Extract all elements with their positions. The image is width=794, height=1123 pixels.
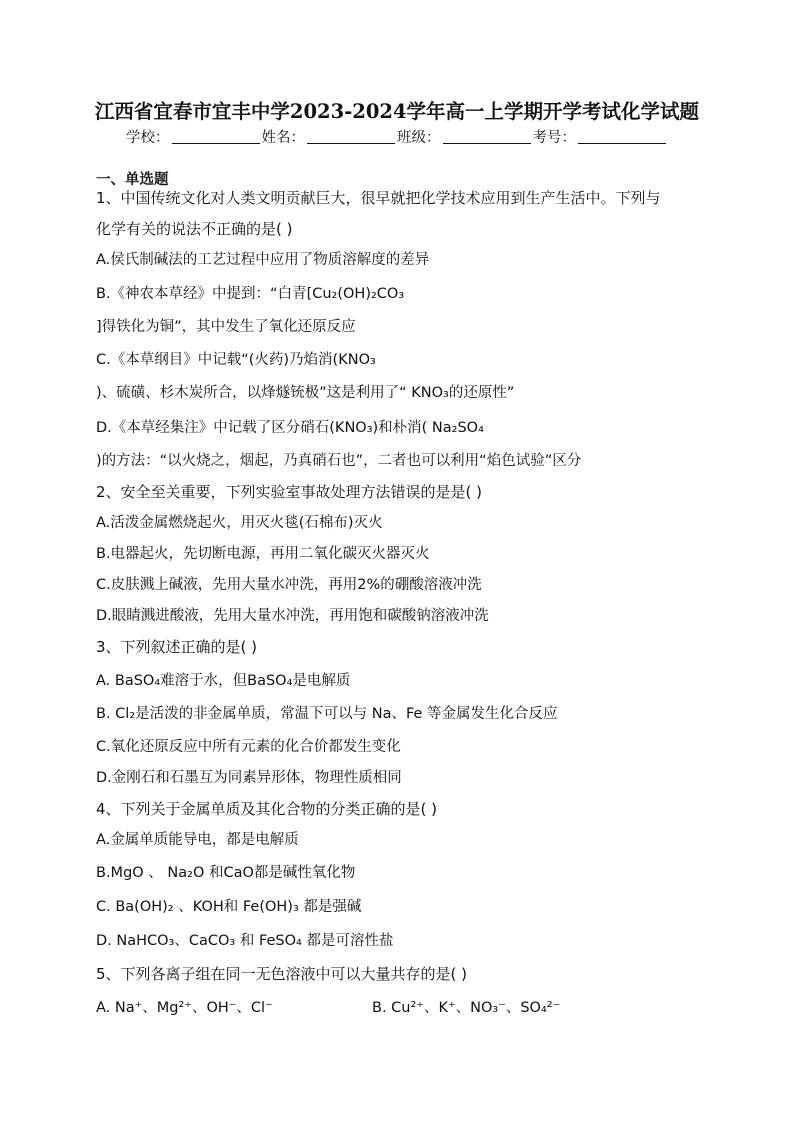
question-2-stem: 2、安全至关重要，下列实验室事故处理方法错误的是是( ) [96, 483, 483, 501]
q1-option-c: C.《本草纲目》中记载“(火药)乃焰消(KNO₃ [96, 352, 376, 368]
question-1-stem: 1、中国传统文化对人类文明贡献巨大，很早就把化学技术应用到生产生活中。下列与 [96, 189, 661, 207]
q1-option-b: B.《神农本草经》中提到：“白青[Cu₂(OH)₂CO₃ [96, 286, 405, 302]
school-label: 学校： [126, 130, 170, 146]
q4-option-b: B.MgO 、 Na₂O 和CaO都是碱性氧化物 [96, 865, 356, 881]
question-3-stem: 3、下列叙述正确的是( ) [96, 638, 258, 656]
q4-option-c: C. Ba(OH)₂ 、KOH和 Fe(OH)₃ 都是强碱 [96, 899, 362, 915]
q4-option-a: A.金属单质能导电，都是电解质 [96, 832, 299, 848]
q1-option-c-cont: )、硫磺、杉木炭所合，以烽燧铳极”这是利用了“ KNO₃的还原性” [96, 385, 515, 401]
student-info-line [0, 126, 794, 147]
q1-option-b-cont: ]得铁化为铜”，其中发生了氧化还原反应 [96, 319, 356, 335]
q2-option-b: B.电器起火，先切断电源，再用二氧化碳灭火器灭火 [96, 546, 430, 562]
number-blank [578, 129, 666, 144]
page-title: 江西省宜春市宜丰中学2023-2024学年高一上学期开学考试化学试题 [94, 100, 700, 123]
q2-option-a: A.活泼金属燃烧起火，用灭火毯(石棉布)灭火 [96, 515, 383, 531]
q1-option-d-cont: )的方法：“以火烧之，烟起，乃真硝石也”，二者也可以利用“焰色试验”区分 [96, 453, 582, 469]
q1-option-d: D.《本草经集注》中记载了区分硝石(KNO₃)和朴消( Na₂SO₄ [96, 420, 484, 436]
q2-option-c: C.皮肤溅上碱液，先用大量水冲洗，再用2%的硼酸溶液冲洗 [96, 577, 482, 593]
q5-option-a: A. Na⁺、Mg²⁺、OH⁻、Cl⁻ [96, 1000, 273, 1016]
question-5-stem: 5、下列各离子组在同一无色溶液中可以大量共存的是( ) [96, 965, 468, 983]
name-label: 姓名： [261, 130, 305, 146]
q3-option-c: C.氧化还原反应中所有元素的化合价都发生变化 [96, 739, 401, 755]
q3-option-b: B. Cl₂是活泼的非金属单质，常温下可以与 Na、Fe 等金属发生化合反应 [96, 706, 558, 722]
question-4-stem: 4、下列关于金属单质及其化合物的分类正确的是( ) [96, 800, 438, 818]
q2-option-d: D.眼睛溅进酸液，先用大量水冲洗，再用饱和碳酸钠溶液冲洗 [96, 608, 489, 624]
school-blank [172, 129, 260, 144]
q1-option-a: A.侯氏制碱法的工艺过程中应用了物质溶解度的差异 [96, 252, 430, 268]
name-blank [307, 129, 395, 144]
q4-option-d: D. NaHCO₃、CaCO₃ 和 FeSO₄ 都是可溶性盐 [96, 933, 394, 949]
class-label: 班级： [397, 130, 441, 146]
q3-option-d: D.金刚石和石墨互为同素异形体，物理性质相同 [96, 770, 402, 786]
section-heading: 一、单选题 [96, 172, 169, 188]
question-1-stem-cont: 化学有关的说法不正确的是( ) [96, 220, 293, 238]
q5-option-b: B. Cu²⁺、K⁺、NO₃⁻、SO₄²⁻ [372, 1000, 561, 1016]
number-label: 考号： [532, 130, 576, 146]
class-blank [443, 129, 531, 144]
q3-option-a: A. BaSO₄难溶于水，但BaSO₄是电解质 [96, 673, 351, 689]
